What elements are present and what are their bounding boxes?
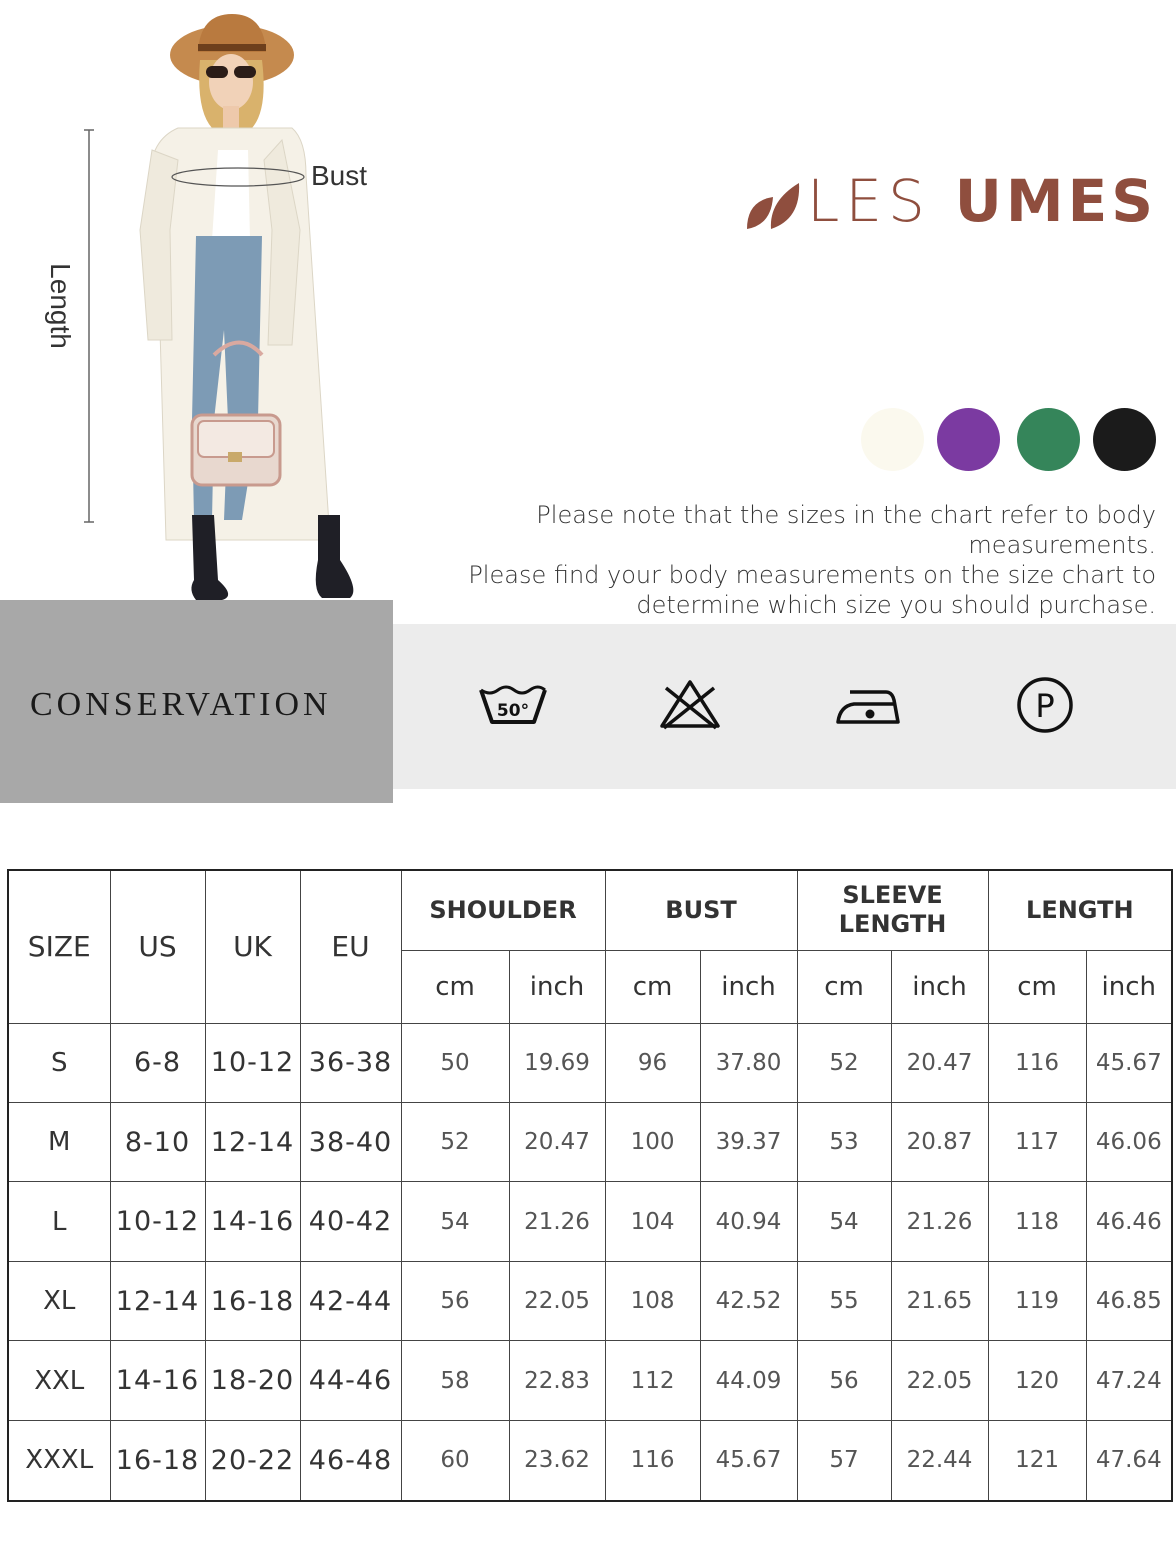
cell-shoulder-cm: 50 bbox=[401, 1023, 509, 1102]
leaf-logo-icon bbox=[745, 171, 801, 231]
cell-shoulder-cm: 56 bbox=[401, 1261, 509, 1340]
dry-clean-p-icon bbox=[1014, 672, 1076, 734]
cell-us: 6-8 bbox=[110, 1023, 205, 1102]
cell-eu: 40-42 bbox=[300, 1182, 401, 1261]
cell-shoulder-inch: 19.69 bbox=[509, 1023, 605, 1102]
cell-bust-inch: 39.37 bbox=[700, 1102, 797, 1181]
header-unit-cm: cm bbox=[605, 950, 700, 1023]
table-row bbox=[8, 1261, 1172, 1340]
cell-bust-cm: 100 bbox=[605, 1102, 700, 1181]
header-eu: EU bbox=[300, 870, 401, 1023]
cell-shoulder-inch: 22.83 bbox=[509, 1341, 605, 1420]
cell-bust-inch: 42.52 bbox=[700, 1261, 797, 1340]
cell-us: 14-16 bbox=[110, 1341, 205, 1420]
header-shoulder: SHOULDER bbox=[401, 870, 605, 950]
cell-sleeve-inch: 21.65 bbox=[891, 1261, 988, 1340]
header-uk: UK bbox=[205, 870, 300, 1023]
cell-length-cm: 119 bbox=[988, 1261, 1086, 1340]
bust-measure-label: Bust bbox=[311, 160, 368, 191]
cell-bust-cm: 108 bbox=[605, 1261, 700, 1340]
header-sleeve-length bbox=[797, 870, 988, 950]
cell-us: 8-10 bbox=[110, 1102, 205, 1181]
cell-length-inch: 46.46 bbox=[1086, 1182, 1172, 1261]
size-chart-table bbox=[7, 869, 1173, 1502]
model-photo bbox=[0, 0, 395, 600]
header-sleeve-line-1: SLEEVE bbox=[842, 881, 943, 910]
cell-bust-inch: 44.09 bbox=[700, 1341, 797, 1420]
header-unit-inch: inch bbox=[891, 950, 988, 1023]
cell-shoulder-cm: 58 bbox=[401, 1341, 509, 1420]
size-note-line-2: Please find your body measurements on the size chart to bbox=[468, 561, 1156, 589]
cell-sleeve-inch: 20.87 bbox=[891, 1102, 988, 1181]
cell-length-inch: 46.06 bbox=[1086, 1102, 1172, 1181]
cell-shoulder-inch: 21.26 bbox=[509, 1182, 605, 1261]
cell-shoulder-inch: 20.47 bbox=[509, 1102, 605, 1181]
cell-sleeve-cm: 57 bbox=[797, 1420, 891, 1501]
cell-sleeve-cm: 52 bbox=[797, 1023, 891, 1102]
cell-size: M bbox=[8, 1102, 110, 1181]
header-sleeve-line-2: LENGTH bbox=[838, 910, 947, 939]
table-row bbox=[8, 1023, 1172, 1102]
header-us: US bbox=[110, 870, 205, 1023]
cell-eu: 42-44 bbox=[300, 1261, 401, 1340]
cell-eu: 36-38 bbox=[300, 1023, 401, 1102]
header-size: SIZE bbox=[8, 870, 110, 1023]
cell-shoulder-inch: 23.62 bbox=[509, 1420, 605, 1501]
cell-bust-inch: 45.67 bbox=[700, 1420, 797, 1501]
cell-sleeve-inch: 22.44 bbox=[891, 1420, 988, 1501]
cell-shoulder-cm: 60 bbox=[401, 1420, 509, 1501]
cell-length-cm: 120 bbox=[988, 1341, 1086, 1420]
cell-sleeve-cm: 55 bbox=[797, 1261, 891, 1340]
brand-name-light: LES bbox=[807, 167, 931, 235]
cell-length-cm: 117 bbox=[988, 1102, 1086, 1181]
cell-uk: 14-16 bbox=[205, 1182, 300, 1261]
cell-sleeve-inch: 20.47 bbox=[891, 1023, 988, 1102]
cell-sleeve-cm: 53 bbox=[797, 1102, 891, 1181]
header-length: LENGTH bbox=[988, 870, 1172, 950]
wash-temp-label: 50° bbox=[496, 701, 530, 721]
cell-size: L bbox=[8, 1182, 110, 1261]
cell-size: S bbox=[8, 1023, 110, 1102]
table-row bbox=[8, 1182, 1172, 1261]
size-note-line-3: determine which size you should purchase. bbox=[636, 591, 1156, 619]
cell-eu: 38-40 bbox=[300, 1102, 401, 1181]
cell-length-inch: 47.24 bbox=[1086, 1341, 1172, 1420]
cell-shoulder-cm: 52 bbox=[401, 1102, 509, 1181]
cell-uk: 16-18 bbox=[205, 1261, 300, 1340]
cell-length-inch: 46.85 bbox=[1086, 1261, 1172, 1340]
cell-eu: 44-46 bbox=[300, 1341, 401, 1420]
length-measure-label: Length bbox=[45, 263, 76, 349]
cell-sleeve-inch: 22.05 bbox=[891, 1341, 988, 1420]
brand-name-bold: UMES bbox=[954, 167, 1157, 235]
cell-bust-inch: 40.94 bbox=[700, 1182, 797, 1261]
color-swatch-black[interactable] bbox=[1093, 408, 1156, 471]
cell-uk: 20-22 bbox=[205, 1420, 300, 1501]
table-row bbox=[8, 1102, 1172, 1181]
cell-length-cm: 116 bbox=[988, 1023, 1086, 1102]
cell-length-inch: 45.67 bbox=[1086, 1023, 1172, 1102]
cell-us: 10-12 bbox=[110, 1182, 205, 1261]
color-swatch-purple[interactable] bbox=[937, 408, 1000, 471]
header-unit-cm: cm bbox=[797, 950, 891, 1023]
header-bust: BUST bbox=[605, 870, 797, 950]
color-swatch-green[interactable] bbox=[1017, 408, 1080, 471]
cell-uk: 12-14 bbox=[205, 1102, 300, 1181]
brand-logo bbox=[745, 168, 1157, 234]
iron-low-icon bbox=[834, 672, 902, 732]
conservation-title: CONSERVATION bbox=[30, 686, 332, 723]
cell-size: XXXL bbox=[8, 1420, 110, 1501]
cell-bust-cm: 96 bbox=[605, 1023, 700, 1102]
cell-bust-cm: 112 bbox=[605, 1341, 700, 1420]
header-unit-inch: inch bbox=[1086, 950, 1172, 1023]
wash-50-icon bbox=[478, 672, 548, 732]
no-bleach-icon bbox=[658, 672, 722, 732]
cell-uk: 18-20 bbox=[205, 1341, 300, 1420]
dry-clean-letter: P bbox=[1035, 687, 1055, 725]
cell-shoulder-cm: 54 bbox=[401, 1182, 509, 1261]
size-note bbox=[396, 500, 1156, 620]
size-note-line-1: Please note that the sizes in the chart refer to body measurements. bbox=[536, 501, 1156, 559]
cell-size: XL bbox=[8, 1261, 110, 1340]
cell-us: 12-14 bbox=[110, 1261, 205, 1340]
cell-bust-cm: 116 bbox=[605, 1420, 700, 1501]
cell-sleeve-inch: 21.26 bbox=[891, 1182, 988, 1261]
color-swatch-cream[interactable] bbox=[861, 408, 924, 471]
cell-bust-cm: 104 bbox=[605, 1182, 700, 1261]
cell-length-cm: 121 bbox=[988, 1420, 1086, 1501]
cell-shoulder-inch: 22.05 bbox=[509, 1261, 605, 1340]
cell-sleeve-cm: 56 bbox=[797, 1341, 891, 1420]
header-unit-inch: inch bbox=[509, 950, 605, 1023]
header-unit-inch: inch bbox=[700, 950, 797, 1023]
cell-length-inch: 47.64 bbox=[1086, 1420, 1172, 1501]
cell-sleeve-cm: 54 bbox=[797, 1182, 891, 1261]
table-row bbox=[8, 1420, 1172, 1501]
cell-us: 16-18 bbox=[110, 1420, 205, 1501]
table-row bbox=[8, 1341, 1172, 1420]
cell-length-cm: 118 bbox=[988, 1182, 1086, 1261]
cell-uk: 10-12 bbox=[205, 1023, 300, 1102]
cell-size: XXL bbox=[8, 1341, 110, 1420]
cell-eu: 46-48 bbox=[300, 1420, 401, 1501]
header-unit-cm: cm bbox=[988, 950, 1086, 1023]
cell-bust-inch: 37.80 bbox=[700, 1023, 797, 1102]
header-unit-cm: cm bbox=[401, 950, 509, 1023]
